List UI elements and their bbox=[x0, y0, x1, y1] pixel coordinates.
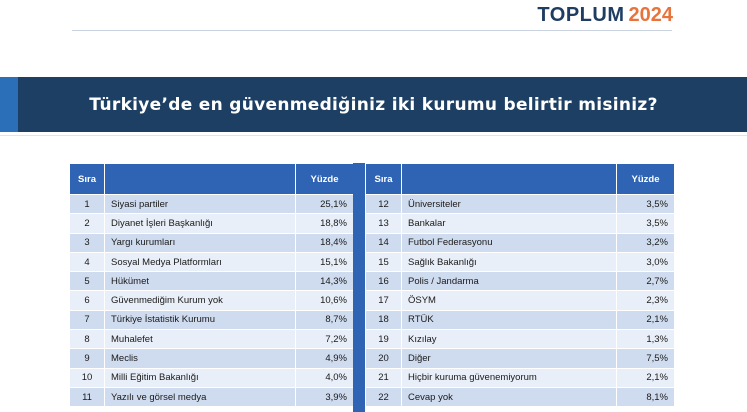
logo-year: 2024 bbox=[628, 4, 673, 26]
institution-cell: Diğer bbox=[402, 349, 617, 368]
percent-cell: 2,7% bbox=[617, 272, 675, 291]
table-separator bbox=[353, 163, 365, 412]
table-row bbox=[70, 310, 354, 329]
rank-cell: 3 bbox=[70, 233, 105, 252]
table-row bbox=[366, 233, 675, 252]
institution-cell: Kızılay bbox=[402, 330, 617, 349]
table-row bbox=[366, 330, 675, 349]
header-rule bbox=[72, 30, 672, 31]
ranking-table-left bbox=[69, 163, 354, 407]
institution-cell: Bankalar bbox=[402, 214, 617, 233]
institution-cell: Muhalefet bbox=[105, 330, 296, 349]
institution-cell: Sağlık Bakanlığı bbox=[402, 252, 617, 271]
table-row bbox=[70, 214, 354, 233]
institution-cell: Polis / Jandarma bbox=[402, 272, 617, 291]
ranking-table-right bbox=[365, 163, 675, 407]
rank-cell: 19 bbox=[366, 330, 402, 349]
percent-cell: 18,8% bbox=[296, 214, 354, 233]
institution-cell: Siyasi partiler bbox=[105, 195, 296, 214]
rank-cell: 9 bbox=[70, 349, 105, 368]
institution-cell: Yazılı ve görsel medya bbox=[105, 387, 296, 406]
table-row bbox=[366, 291, 675, 310]
table-row bbox=[366, 349, 675, 368]
table-row bbox=[70, 349, 354, 368]
institution-cell: Futbol Federasyonu bbox=[402, 233, 617, 252]
percent-cell: 3,5% bbox=[617, 195, 675, 214]
table-row bbox=[366, 310, 675, 329]
institution-cell: Hiçbir kuruma güvenemiyorum bbox=[402, 368, 617, 387]
percent-cell: 2,1% bbox=[617, 310, 675, 329]
rank-cell: 12 bbox=[366, 195, 402, 214]
rank-cell: 14 bbox=[366, 233, 402, 252]
institution-cell: Üniversiteler bbox=[402, 195, 617, 214]
percent-cell: 7,5% bbox=[617, 349, 675, 368]
percent-cell: 7,2% bbox=[296, 330, 354, 349]
percent-cell: 25,1% bbox=[296, 195, 354, 214]
rank-cell: 7 bbox=[70, 310, 105, 329]
rank-cell: 5 bbox=[70, 272, 105, 291]
rank-cell: 22 bbox=[366, 387, 402, 406]
percent-cell: 3,5% bbox=[617, 214, 675, 233]
percent-cell: 2,3% bbox=[617, 291, 675, 310]
table-row bbox=[366, 368, 675, 387]
percent-cell: 18,4% bbox=[296, 233, 354, 252]
header-percent: Yüzde bbox=[617, 164, 675, 195]
header-percent: Yüzde bbox=[296, 164, 354, 195]
institution-cell: Sosyal Medya Platformları bbox=[105, 252, 296, 271]
institution-cell: Türkiye İstatistik Kurumu bbox=[105, 310, 296, 329]
percent-cell: 3,0% bbox=[617, 252, 675, 271]
table-header-row bbox=[70, 164, 354, 195]
rank-cell: 6 bbox=[70, 291, 105, 310]
percent-cell: 3,2% bbox=[617, 233, 675, 252]
rank-cell: 21 bbox=[366, 368, 402, 387]
institution-cell: Cevap yok bbox=[402, 387, 617, 406]
table-row bbox=[366, 214, 675, 233]
rank-cell: 13 bbox=[366, 214, 402, 233]
percent-cell: 8,1% bbox=[617, 387, 675, 406]
banner-divider bbox=[0, 135, 747, 136]
rank-cell: 1 bbox=[70, 195, 105, 214]
institution-cell: ÖSYM bbox=[402, 291, 617, 310]
institution-cell: Meclis bbox=[105, 349, 296, 368]
percent-cell: 1,3% bbox=[617, 330, 675, 349]
table-row bbox=[70, 272, 354, 291]
rank-cell: 18 bbox=[366, 310, 402, 329]
percent-cell: 10,6% bbox=[296, 291, 354, 310]
table-row bbox=[70, 330, 354, 349]
rank-cell: 10 bbox=[70, 368, 105, 387]
percent-cell: 15,1% bbox=[296, 252, 354, 271]
table-row bbox=[366, 195, 675, 214]
percent-cell: 3,9% bbox=[296, 387, 354, 406]
rank-cell: 11 bbox=[70, 387, 105, 406]
table-row bbox=[70, 233, 354, 252]
header-name bbox=[402, 164, 617, 195]
table-row bbox=[70, 252, 354, 271]
table-row bbox=[366, 252, 675, 271]
table-row bbox=[70, 387, 354, 406]
institution-cell: Güvenmediğim Kurum yok bbox=[105, 291, 296, 310]
rank-cell: 17 bbox=[366, 291, 402, 310]
percent-cell: 2,1% bbox=[617, 368, 675, 387]
institution-cell: Yargı kurumları bbox=[105, 233, 296, 252]
rank-cell: 20 bbox=[366, 349, 402, 368]
header-rank: Sıra bbox=[366, 164, 402, 195]
table-row bbox=[366, 387, 675, 406]
institution-cell: Milli Eğitim Bakanlığı bbox=[105, 368, 296, 387]
percent-cell: 14,3% bbox=[296, 272, 354, 291]
institution-cell: Diyanet İşleri Başkanlığı bbox=[105, 214, 296, 233]
table-row bbox=[70, 291, 354, 310]
percent-cell: 8,7% bbox=[296, 310, 354, 329]
table-row bbox=[366, 272, 675, 291]
rank-cell: 2 bbox=[70, 214, 105, 233]
table-header-row bbox=[366, 164, 675, 195]
header-rank: Sıra bbox=[70, 164, 105, 195]
rank-cell: 16 bbox=[366, 272, 402, 291]
percent-cell: 4,0% bbox=[296, 368, 354, 387]
rank-cell: 4 bbox=[70, 252, 105, 271]
table-row bbox=[70, 195, 354, 214]
institution-cell: Hükümet bbox=[105, 272, 296, 291]
percent-cell: 4,9% bbox=[296, 349, 354, 368]
page-title: Türkiye’de en güvenmediğiniz iki kurumu belirtir misiniz? bbox=[89, 94, 658, 115]
table-row bbox=[70, 368, 354, 387]
rank-cell: 15 bbox=[366, 252, 402, 271]
rank-cell: 8 bbox=[70, 330, 105, 349]
institution-cell: RTÜK bbox=[402, 310, 617, 329]
header-name bbox=[105, 164, 296, 195]
brand-logo bbox=[537, 4, 673, 27]
logo-word: TOPLUM bbox=[537, 4, 625, 26]
